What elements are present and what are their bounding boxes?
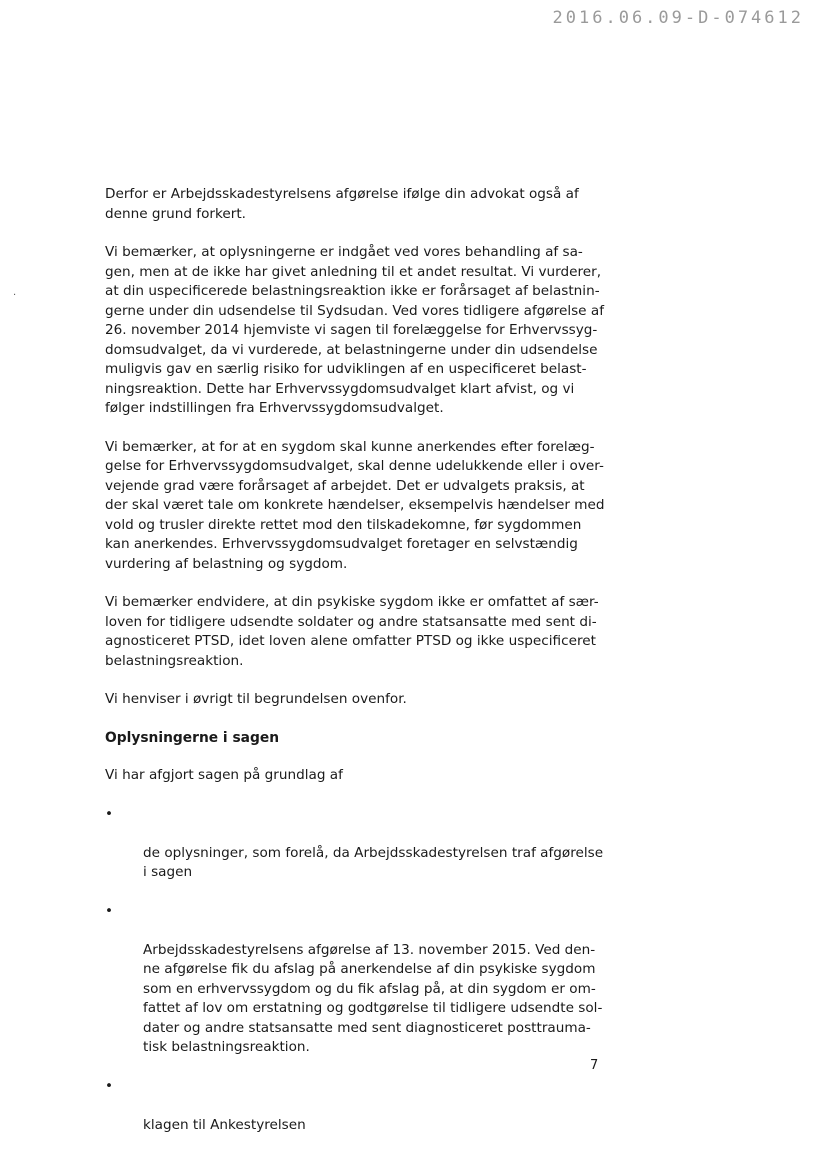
document-body [105, 185, 605, 1154]
list-item-text: Arbejdsskadestyrelsens afgørelse af 13. november 2015. Ved den- ne afgørelse fik du afslag på anerkendelse af din psykiske sygdom som en erhvervssygdom og du fik afslag på, at din sygdom er om- fattet af lov om erstatning og godtgørelse til tidligere udsendte sol- dater og andre statsansatte med sent diagnosticeret posttrauma- tisk belastningsreaktion. [143, 941, 603, 1055]
paragraph: Derfor er Arbejdsskadestyrelsens afgørelse ifølge din advokat også af denne grund forkert. [105, 186, 579, 222]
paragraph: Vi bemærker, at oplysningerne er indgået ved vores behandling af sa- gen, men at de ikke har givet anledning til et andet resultat. Vi vurderer, at din uspecificerede belastningsreaktion ikke er forårsaget af belastnin- gerne under din udsendelse til Sydsudan. Ved vores tidligere afgørelse af 26. november 2014 hjemviste vi sagen til forelæggelse for Erhvervssyg- domsudvalget, da vi vurderede, at belastningerne under din udsendelse muligvis gav en særlig risiko for udviklingen af en uspecificeret belast- ningsreaktion. Dette har Erhvervssygdomsudvalget klart afvist, og vi følger indstillingen fra Erhvervssygdomsudvalget. [105, 244, 604, 416]
page-number: 7 [590, 1058, 599, 1073]
list-item [105, 902, 605, 1058]
paragraph: Vi har afgjort sagen på grundlag af [105, 767, 343, 783]
section-heading: Oplysningerne i sagen [105, 729, 280, 746]
list-item-text: de oplysninger, som forelå, da Arbejdsskadestyrelsen traf afgørelse i sagen [143, 844, 604, 880]
paragraph: Vi bemærker, at for at en sygdom skal kunne anerkendes efter forelæg- gelse for Erhvervssygdomsudvalget, skal denne udelukkende eller i over- vejende grad være forårsaget af arbejdet. Det er udvalgets praksis, at der skal været tale om konkrete hændelser, eksempelvis hændelser med vold og trusler direkte rettet mod den tilskadekomne, før sygdommen kan anerkendes. Erhvervssygdomsudvalget foretager en selvstændig vurdering af belastning og sygdom. [105, 438, 605, 572]
list-item-text: klagen til Ankestyrelsen [143, 1116, 306, 1133]
paragraph: Vi henviser i øvrigt til begrundelsen ovenfor. [105, 691, 407, 707]
list-item [105, 805, 605, 883]
basis-list [105, 805, 605, 1136]
bullet-icon: • [105, 1077, 114, 1094]
list-item [105, 1077, 605, 1136]
document-id-stamp: 2016.06.09-D-074612 [552, 8, 804, 28]
bullet-icon: • [105, 805, 114, 822]
paragraph: Vi bemærker endvidere, at din psykiske sygdom ikke er omfattet af sær- loven for tidligere udsendte soldater og andre statsansatte med sent di- agnosticeret PTSD, idet loven alene omfatter PTSD og ikke uspecificeret belastningsreaktion. [105, 594, 599, 669]
scan-artifact-dot: · [13, 290, 17, 301]
bullet-icon: • [105, 902, 114, 919]
